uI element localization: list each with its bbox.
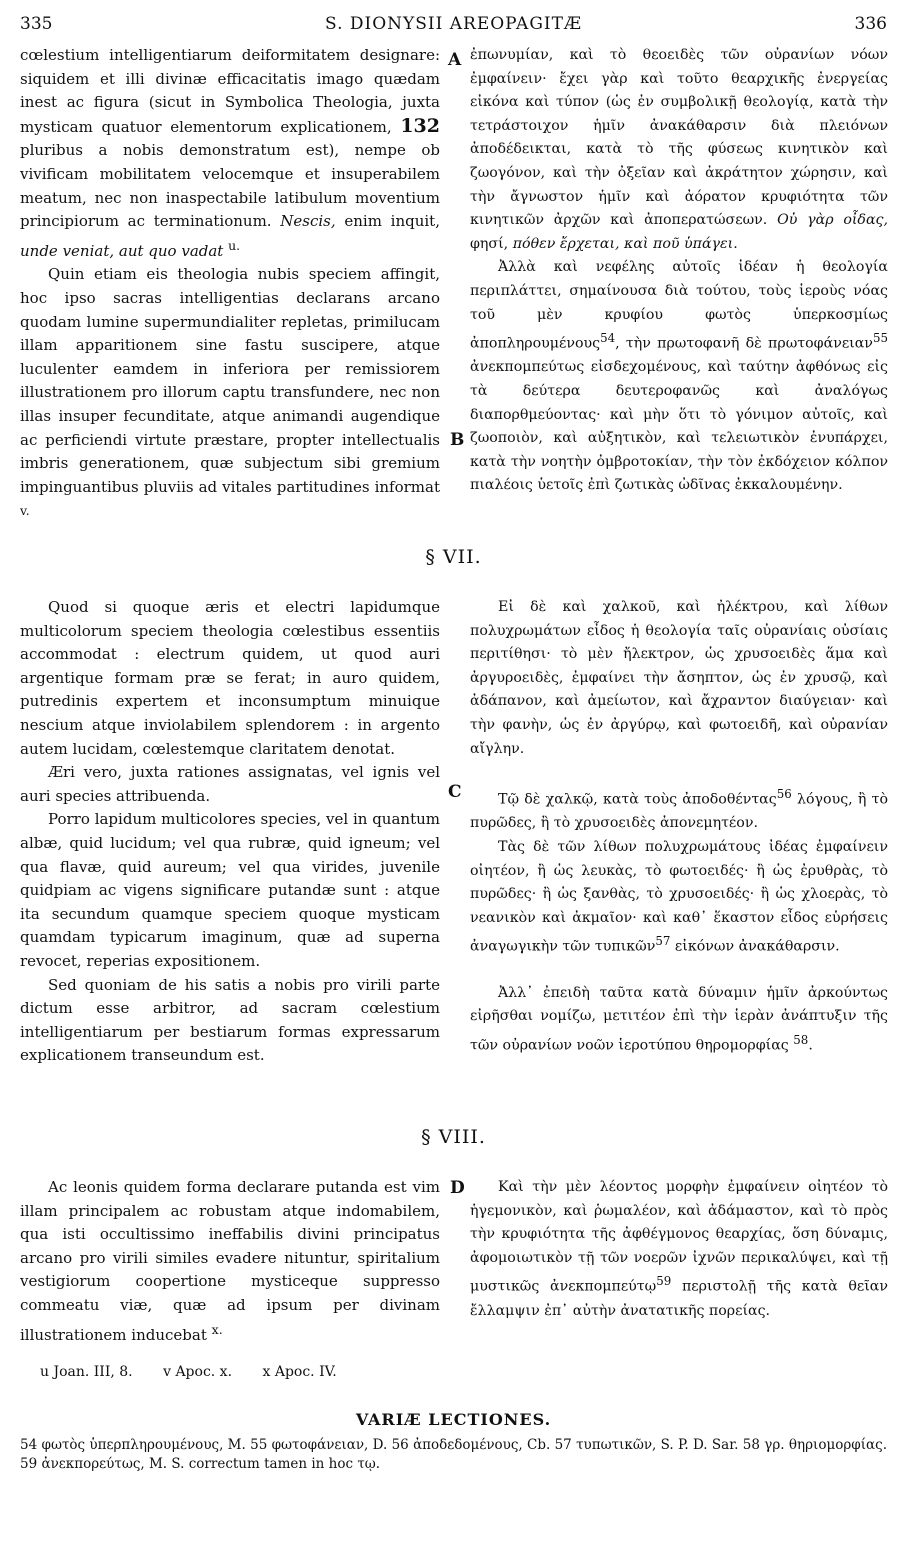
variant-ref: 56 [776,787,792,802]
footnote: u Joan. III, 8. [40,1364,133,1380]
variae-lectiones-text: 54 φωτὸς ὑπερπληρουμένους, M. 55 φωτοφάνειαν, D. 56 ἀποδεδομένους, Cb. 57 τυπωτικῶν, S. P. D. Sar. 58 γρ. θηριομορφίας. 59 ἀνεκπορεύτως, M. S. correctum tamen in hoc τῳ. [20,1437,887,1472]
greek-text: λόγους, ἢ τὸ πυρῶδες, ἢ τὸ χρυσοειδὲς ἀπονεμητέον. [470,791,888,832]
latin-paragraph: Quod si quoque æris et electri lapidumque multicolorum speciem theologia cœlestibus essentiis accommodat : electrum quidem, ut quod auri argentique formam præ se ferat; in auro quidem, putredinis expertem et inconsumptum minuique nescium atque inviolabilem splendorem : in argento autem lucidam, cœlestemque claritatem denotat. [20,598,440,758]
running-title: S. DIONYSII AREOPAGITÆ [325,14,582,34]
greek-text: Τῷ δὲ χαλκῷ, κατὰ τοὺς ἀποδοθέντας [498,791,777,808]
footnotes [40,1364,363,1380]
greek-text: Ἀλλὰ καὶ νεφέλης αὐτοῖς ἰδέαν ἡ θεολογία περιπλάττει, σημαίνουσα διὰ τούτου, τοὺς ἱεροὺς νόας τοῦ μὲν κρυφίου φωτὸς ὑπερκοσμίως ἀποπληρουμένους [470,259,888,352]
latin-text: Ac leonis quidem forma declarare putanda est vim illam principalem ac robustam atque indomabilem, qua isti occultissimo ineffabilis divini principatus arcano pro virili similes evadere nituntur, spiritalium vestigiorum coopertione mysticeque suppresso commeatu viæ, quæ ad ipsum per divinam illustrationem inducebat [20,1178,440,1344]
variant-ref: 54 [600,331,616,346]
latin-column-3 [20,1176,440,1347]
latin-paragraph [20,44,440,263]
greek-paragraph [470,256,888,498]
margin-letter-d: D [450,1178,465,1198]
greek-column-3 [470,1176,888,1323]
latin-paragraph [20,263,440,529]
greek-paragraph [470,836,888,960]
footnote: v Apoc. x. [163,1364,233,1380]
greek-text: , τὴν πρωτοφανῆ δὲ πρωτοφάνειαν [615,335,873,352]
latin-column-1 [20,44,440,529]
variant-ref: 57 [655,934,671,949]
greek-text: περιστολῇ τῆς κατὰ θεῖαν ἔλλαμψιν ἐπ᾽ αὐτὴν ἀνατατικῆς πορείας. [470,1279,888,1319]
greek-paragraph [470,44,888,256]
greek-paragraph: Ἀλλ᾽ ἐπειδὴ ταῦτα κατὰ δύναμιν ἡμῖν ἀρκούντως εἰρῆσθαι νομίζω, μετιτέον ἐπὶ τὴν ἱερὰν ἀνάπτυξιν τῆς τῶν οὐρανίων νοῶν ἱεροτύπου θηρομορφίας $^{58}$. [470,984,888,1054]
latin-quote: Nescis, [280,212,336,231]
variant-ref: 58 [793,1032,809,1047]
page-number-right: 336 [854,14,887,34]
greek-text: Τὰς δὲ τῶν λίθων πολυχρωμάτους ἰδέας ἐμφαίνειν οἰητέον, ἢ ὡς λευκὰς, τὸ φωτοειδές· ἢ ὡς ἐρυθρὰς, τὸ πυρῶδες· ἢ ὡς ξανθὰς, τὸ χρυσοειδές· ἢ ὡς χλοερὰς, τὸ νεανικὸν καὶ ἀκμαῖον· καὶ καθ᾽ ἕκαστον εἶδος εὑρήσεις ἀναγωγικὴν τῶν τυπικῶν [470,839,888,956]
latin-text: pluribus a nobis demonstratum est), nempe ob vivificam mobilitatem velocemque et insuperabilem meatum, nec non inaspectabile latibulum moventium principiorum ac terminationum. [20,141,440,231]
latin-paragraph: Porro lapidum multicolores species, vel in quantum albæ, quid lucidum; vel qua rubræ, quid igneum; vel qua flavæ, quid aureum; vel qua virides, juvenile quidpiam ac vigens significare putandæ sunt : atque ita secundum quamque speciem quoque mysticam quamdam typicarum imaginum, quæ ad superna revocet, reperias expositionem. [20,810,440,970]
variant-ref: 55 [872,331,888,346]
greek-column-1 [470,44,888,498]
latin-text: cœlestium intelligentiarum deiformitatem designare: siquidem et illi divinæ efficacitatis imago quædam inest ac figura (sicut in Symbolica Theologia, juxta mysticam quatuor elementorum explicationem, [20,46,440,136]
margin-letter-c: C [448,782,462,802]
latin-paragraph [20,1176,440,1347]
page-header [20,14,887,38]
footnote-ref: u. [228,237,241,253]
variae-lectiones-title: VARIÆ LECTIONES. [355,1410,552,1429]
greek-text: Ἀλλ᾽ ἐπειδὴ ταῦτα κατὰ δύναμιν ἡμῖν ἀρκούντως εἰρῆσθαι νομίζω, μετιτέον ἐπὶ τὴν ἱερὰν ἀνάπτυξιν τῆς τῶν οὐρανίων νοῶν ἱεροτύπου θηρομορφίας [470,984,888,1054]
page-number-left: 335 [20,14,53,34]
latin-text: Quin etiam eis theologia nubis speciem affingit, hoc ipso sacras intelligentias declarans arcano quodam lumine supermundialiter repletas, primilucam illam apparitionem sine fastu suscipere, atque luculenter eamdem in inferiora per remissiorem illustrationem pro illorum captu transfundere, nec non illas insuper fecunditate, atque animandi augendique ac perficiendi virtute præstare, propter intellectualis imbris generationem, quæ subjectum sibi gremium impinguantibus pluviis ad vitales partitudines informat [20,265,440,496]
greek-column-2 [470,596,888,1058]
latin-quote: unde veniat, aut quo vadat [20,241,224,260]
greek-quote: Οὐ γὰρ οἶδας, [777,212,889,229]
footnote: x Apoc. IV. [262,1364,337,1380]
variant-ref: 59 [656,1274,672,1289]
greek-text: ἐπωνυμίαν, καὶ τὸ θεοειδὲς τῶν οὐρανίων νόων ἐμφαίνειν· ἔχει γὰρ καὶ τοῦτο θεαρχικῆς ἐνεργείας εἰκόνα καὶ τύπον (ὡς ἐν συμβολικῇ θεολογίᾳ, κατὰ τὴν τετράστοιχον ἡμῖν ἀνακάθαρσιν διὰ πλειόνων ἀποδέδεικται, κατὰ τὸ τῆς φύσεως κινητικὸν καὶ ζωογόνον, καὶ τὴν ὀξεῖαν καὶ ἀκράτητον χώρησιν, καὶ τὴν ἄγνωστον ἡμῖν καὶ ἀόρατον κρυφιότητα τῶν κινητικῶν ἀρχῶν καὶ ἀποπερατώσεων. [470,47,888,229]
greek-text: ἀνεκπομπεύτως εἰσδεχομένους, καὶ ταύτην ἀφθόνως εἰς τὰ δεύτερα δευτεροφανῶς καὶ ἀναλόγως διαπορθμεύοντας· καὶ μὴν ὅτι τὸ γόνιμον αὐτοῖς, καὶ ζωοποιὸν, καὶ αὐξητικὸν, καὶ τελειωτικὸν ἐνυπάρχει, κατὰ τὴν νοητὴν ὀμβροτοκίαν, τὴν τὸν ἐκδόχειον κόλπον πιαλέοις ὑετοῖς ἐπὶ ζωτικὰς ὠδῖνας ἐκκαλουμένην. [470,359,888,494]
section-heading-vii: § VII. [425,546,482,568]
margin-letter-a: A [448,50,462,70]
footnote-ref: x. [211,1321,223,1337]
greek-quote: πόθεν ἔρχεται, καὶ ποῦ ὑπάγει. [512,235,738,252]
footnote-ref: v. [20,503,30,519]
section-heading-viii: § VIII. [421,1126,486,1148]
latin-text: enim inquit, [344,212,440,231]
latin-paragraph: Sed quoniam de his satis a nobis pro virili parte dictum esse arbitror, ad sacram cœlestium intelligentiarum per bestiarum formas expressarum explicationem transeundum est. [20,975,440,1065]
margin-letter-b: B [450,430,465,450]
greek-text: φησί, [470,235,509,252]
latin-column-2 [20,596,440,1068]
latin-paragraph: Æri vero, juxta rationes assignatas, vel ignis vel auri species attribuenda. [20,763,440,805]
column-number: 132 [400,114,440,137]
greek-paragraph [470,783,888,836]
greek-text: Καὶ τὴν μὲν λέοντος μορφὴν ἐμφαίνειν οἰητέον τὸ ἡγεμονικὸν, καὶ ῥωμαλέον, καὶ ἀδάμαστον, καὶ τὸ πρὸς τὴν κρυφιότητα τῆς ἀφθέγμονος θεαρχίας, ὅση δύναμις, ἀφομοιωτικὸν τῇ τῶν νοερῶν ἰχνῶν περικαλύψει, καὶ τῇ μυστικῶς ἀνεκπομπεύτῳ [470,1179,888,1296]
greek-paragraph [470,1176,888,1323]
greek-text: εἰκόνων ἀνακάθαρσιν. [670,939,840,956]
greek-paragraph: Εἰ δὲ καὶ χαλκοῦ, καὶ ἠλέκτρου, καὶ λίθων πολυχρωμάτων εἶδος ἡ θεολογία ταῖς οὐρανίαις οὐσίαις περιτίθησι· τὸ μὲν ἤλεκτρον, ὡς χρυσοειδὲς ἅμα καὶ ἀργυροειδὲς, ἐμφαίνει τὴν ἄσηπτον, ὡς ἐν χρυσῷ, καὶ ἀδάπανον, καὶ ἀμείωτον, καὶ ἄχραντον διαύγειαν· καὶ τὴν φανὴν, ὡς ἐν ἀργύρῳ, καὶ φωτοειδῆ, καὶ οὐρανίαν αἴγλην. [470,599,888,757]
